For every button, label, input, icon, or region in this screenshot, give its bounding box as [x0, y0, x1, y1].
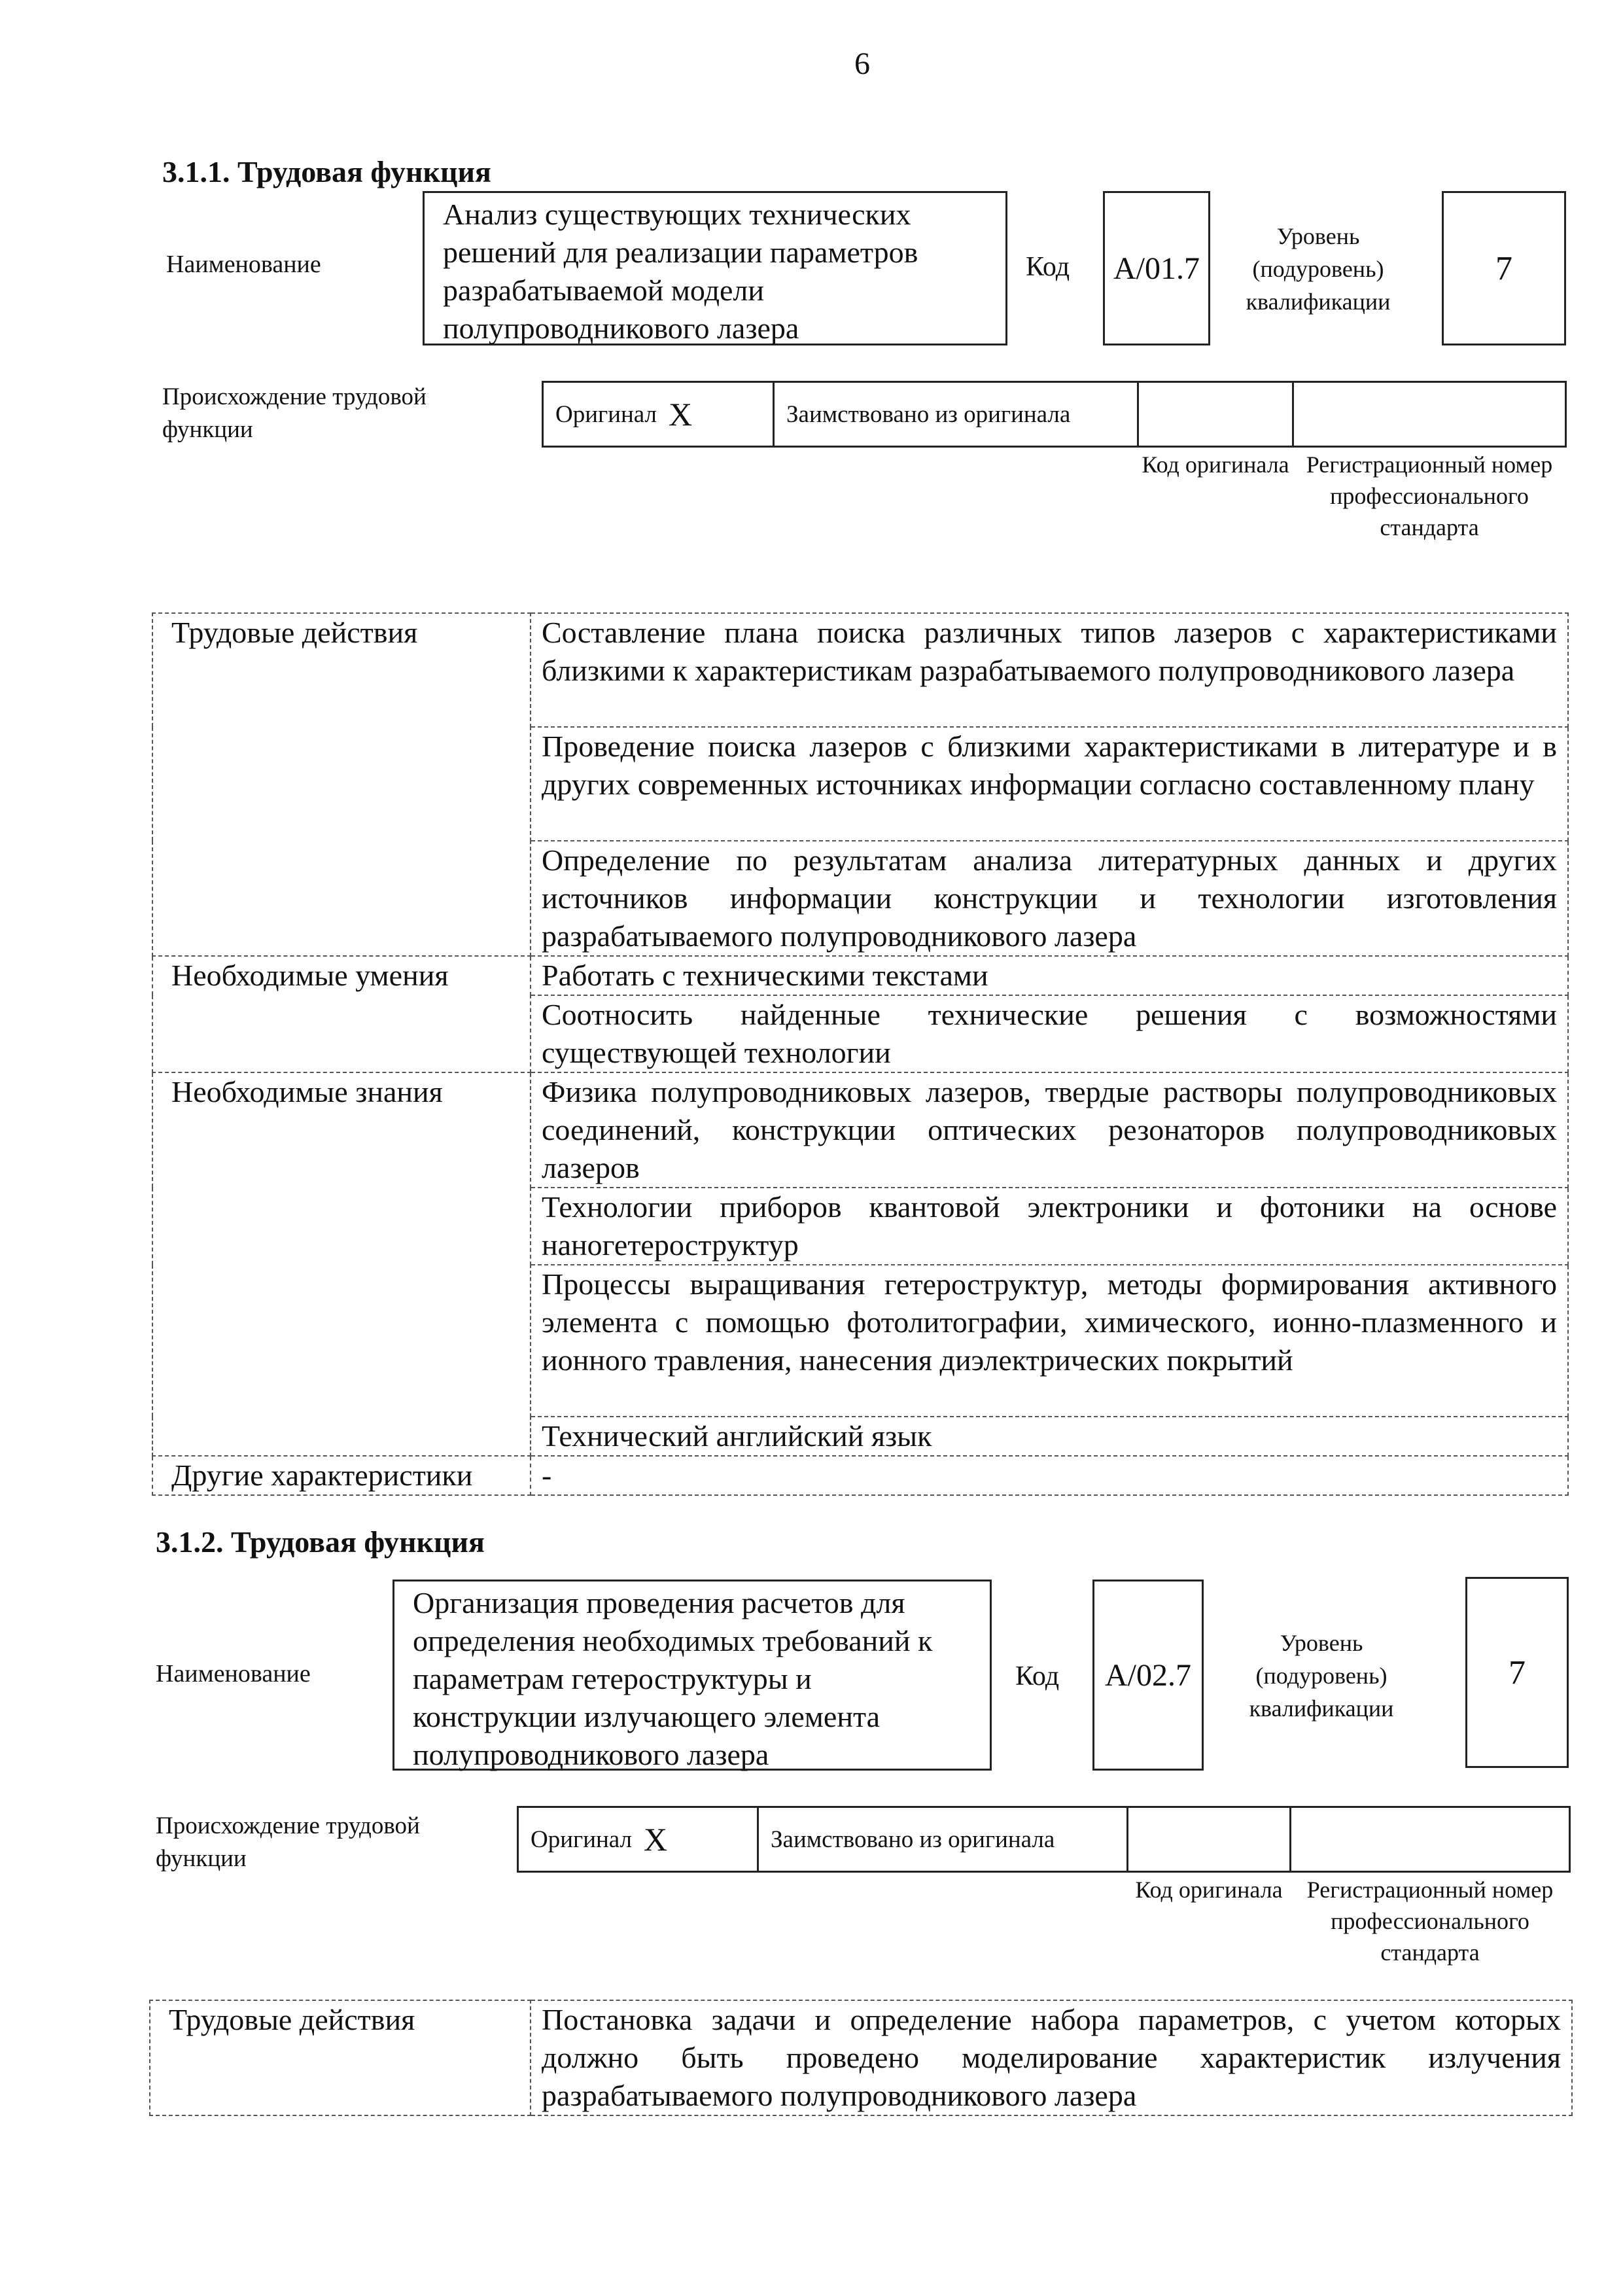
origin-original-label-1: Оригинал: [555, 400, 657, 428]
table-cell: Технологии приборов квантовой электроники и фотоники на основе наногетероструктур: [531, 1188, 1568, 1265]
table-cell: Физика полупроводниковых лазеров, твердые растворы полупроводниковых соединений, конструкции оптических резонаторов полупроводниковых лазеров: [531, 1072, 1568, 1188]
name-value-box-1: Анализ существующих технических решений для реализации параметров разрабатываемой модели полупроводникового лазера: [423, 191, 1007, 345]
table-cell: Технический английский язык: [531, 1417, 1568, 1456]
origin-mark-1: X: [669, 396, 693, 433]
code-original-label-1: Код оригинала: [1142, 451, 1289, 478]
page-number: 6: [854, 46, 870, 81]
origin-label-1: Происхождение трудовой функции: [162, 383, 427, 443]
reg-number-label-1: Регистрационный номер профессионального стандарта: [1306, 451, 1553, 540]
function-table-1: [152, 612, 1569, 1496]
origin-original-label-2: Оригинал: [531, 1826, 633, 1853]
level-label-2: Уровень (подуровень) квалификации: [1249, 1630, 1394, 1722]
row-label-actions-2: Трудовые действия: [150, 2000, 531, 2115]
level-value-box-1: 7: [1442, 191, 1566, 345]
table-cell: Работать с техническими текстами: [531, 956, 1568, 995]
origin-borrowed-cell-2: Заимствовано из оригинала: [757, 1806, 1128, 1873]
origin-mark-2: X: [644, 1821, 668, 1858]
code-label-1: Код: [1026, 252, 1070, 282]
section-title-1: 3.1.1. Трудовая функция: [162, 155, 491, 188]
row-label-other-1: Другие характеристики: [152, 1456, 531, 1495]
row-label-knowledge-1: Необходимые знания: [152, 1072, 531, 1456]
origin-reg-cell-2: [1289, 1806, 1571, 1873]
origin-borrowed-cell-1: Заимствовано из оригинала: [773, 381, 1139, 448]
name-label-1: Наименование: [166, 251, 321, 278]
table-cell: Определение по результатам анализа литературных данных и других источников информации конструкции и технологии изготовления разрабатываемого полупроводникового лазера: [531, 841, 1568, 956]
origin-original-cell-2: [517, 1806, 759, 1873]
row-label-actions-1: Трудовые действия: [152, 613, 531, 956]
table-cell: Составление плана поиска различных типов лазеров с характеристиками близкими к характеристикам разрабатываемого полупроводникового лазера: [531, 613, 1568, 727]
table-cell: Постановка задачи и определение набора параметров, с учетом которых должно быть проведено моделирование характеристик излучения разрабатываемого полупроводникового лазера: [531, 2000, 1572, 2115]
code-label-2: Код: [1015, 1661, 1060, 1691]
reg-number-label-2: Регистрационный номер профессионального стандарта: [1306, 1877, 1554, 1966]
table-cell: -: [531, 1456, 1568, 1495]
table-cell: Соотносить найденные технические решения с возможностями существующей технологии: [531, 995, 1568, 1072]
code-value-box-1: A/01.7: [1103, 191, 1210, 345]
code-original-label-2: Код оригинала: [1135, 1877, 1283, 1903]
table-cell: Процессы выращивания гетероструктур, методы формирования активного элемента с помощью фотолитографии, химического, ионно-плазменного и ионного травления, нанесения диэлектрических покрытий: [531, 1265, 1568, 1417]
origin-code-cell-1: [1137, 381, 1294, 448]
function-table-2: [149, 2000, 1573, 2116]
level-value-box-2: 7: [1465, 1577, 1569, 1768]
section-title-2: 3.1.2. Трудовая функция: [156, 1525, 485, 1559]
level-label-1: Уровень (подуровень) квалификации: [1246, 223, 1391, 315]
table-cell: Проведение поиска лазеров с близкими характеристиками в литературе и в других современных источниках информации согласно составленному плану: [531, 727, 1568, 841]
origin-reg-cell-1: [1292, 381, 1567, 448]
origin-label-2: Происхождение трудовой функции: [156, 1812, 420, 1872]
origin-code-cell-2: [1126, 1806, 1291, 1873]
name-label-2: Наименование: [156, 1660, 311, 1687]
row-label-skills-1: Необходимые умения: [152, 956, 531, 1072]
origin-original-cell-1: [542, 381, 775, 448]
code-value-box-2: A/02.7: [1092, 1580, 1204, 1771]
name-value-box-2: Организация проведения расчетов для определения необходимых требований к параметрам гетероструктуры и конструкции излучающего элемента полупроводникового лазера: [393, 1580, 992, 1771]
